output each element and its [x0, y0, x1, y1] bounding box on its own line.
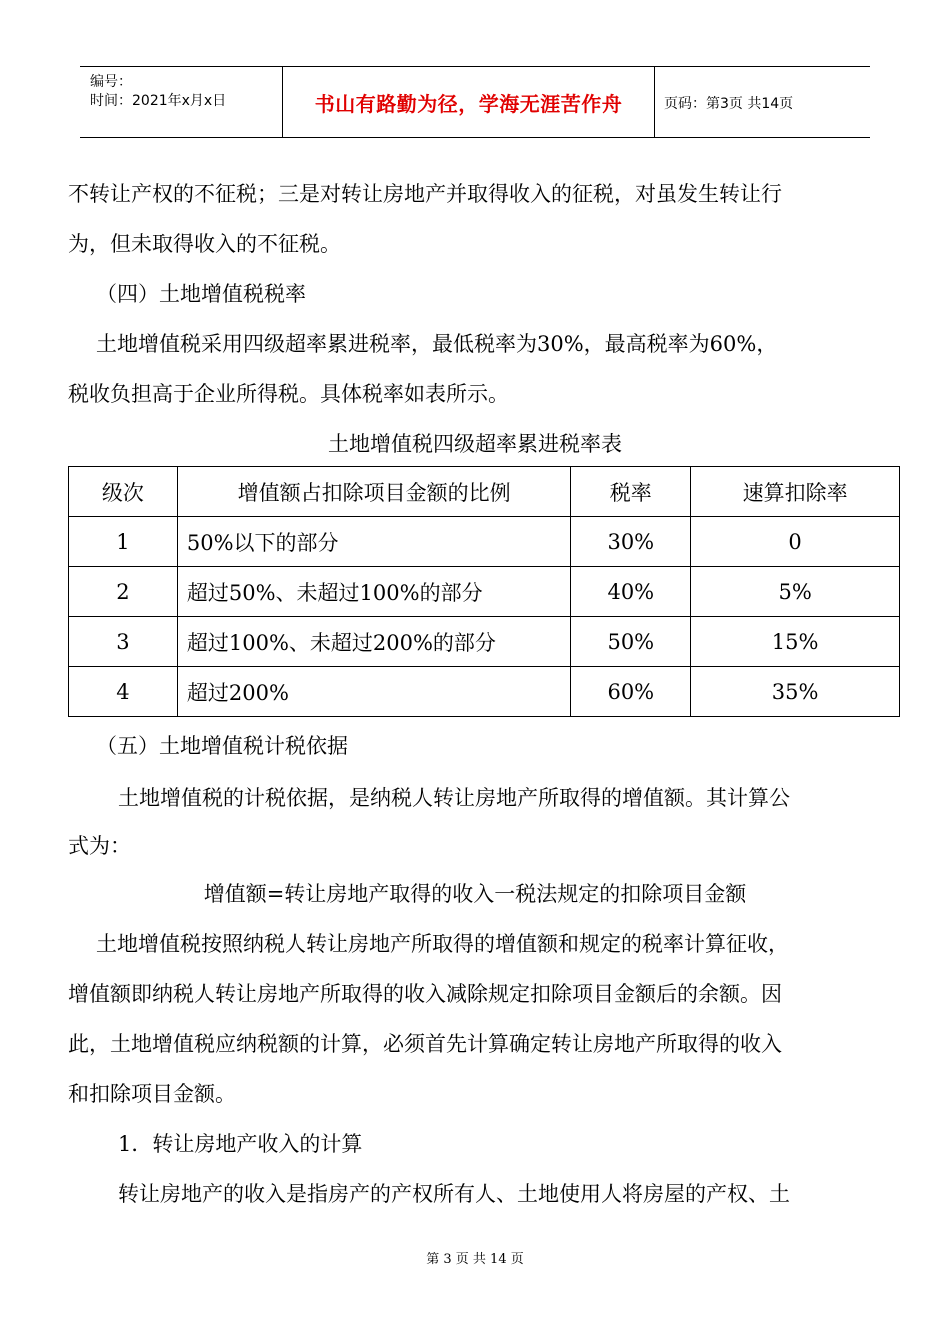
table-header-cell: 税率 [571, 467, 691, 517]
table-cell: 5% [691, 567, 900, 617]
table-row [69, 517, 900, 567]
item-heading: 1．转让房地产收入的计算 [118, 1132, 363, 1156]
paragraph-line: 为，但未取得收入的不征税。 [68, 232, 341, 256]
number-label: 编号： [90, 74, 132, 90]
table-cell: 3 [69, 617, 178, 667]
section-heading: （五）土地增值税计税依据 [96, 734, 348, 758]
header-divider [654, 67, 655, 137]
table-row [69, 617, 900, 667]
paragraph-line: 土地增值税的计税依据，是纳税人转让房地产所取得的增值额。其计算公 [118, 786, 790, 810]
time-label: 时间：2021年x月x日 [90, 93, 227, 109]
table-cell: 35% [691, 667, 900, 717]
table-cell: 40% [571, 567, 691, 617]
page-header [80, 66, 870, 138]
table-header-cell: 速算扣除率 [691, 467, 900, 517]
table-cell: 4 [69, 667, 178, 717]
table-cell: 超过100%、未超过200%的部分 [177, 617, 571, 667]
table-header-cell: 增值额占扣除项目金额的比例 [177, 467, 571, 517]
table-row [69, 667, 900, 717]
header-left-block [90, 73, 226, 111]
paragraph-line: 和扣除项目金额。 [68, 1082, 236, 1106]
table-cell: 超过50%、未超过100%的部分 [177, 567, 571, 617]
page-footer: 第 3 页 共 14 页 [426, 1252, 524, 1267]
paragraph-line: 税收负担高于企业所得税。具体税率如表所示。 [68, 382, 509, 406]
table-header-cell: 级次 [69, 467, 178, 517]
header-motto: 书山有路勤为径，学海无涯苦作舟 [314, 91, 623, 116]
table-cell: 1 [69, 517, 178, 567]
table-row [69, 567, 900, 617]
paragraph-line: 转让房地产的收入是指房产的产权所有人、土地使用人将房屋的产权、土 [118, 1182, 790, 1206]
paragraph-line: 式为： [68, 834, 131, 858]
paragraph-line: 此，土地增值税应纳税额的计算，必须首先计算确定转让房地产所取得的收入 [68, 1032, 782, 1056]
tax-rate-table [68, 466, 900, 717]
header-page-info: 页码：第3页 共14页 [664, 96, 794, 112]
table-cell: 30% [571, 517, 691, 567]
section-heading: （四）土地增值税税率 [96, 282, 306, 306]
paragraph-line: 不转让产权的不征税；三是对转让房地产并取得收入的征税，对虽发生转让行 [68, 182, 782, 206]
table-cell: 15% [691, 617, 900, 667]
formula: 增值额=转让房地产取得的收入一税法规定的扣除项目金额 [203, 882, 747, 906]
table-cell: 50% [571, 617, 691, 667]
table-cell: 60% [571, 667, 691, 717]
table-cell: 超过200% [177, 667, 571, 717]
paragraph-line: 增值额即纳税人转让房地产所取得的收入减除规定扣除项目金额后的余额。因 [68, 982, 782, 1006]
table-cell: 2 [69, 567, 178, 617]
table-title: 土地增值税四级超率累进税率表 [328, 432, 622, 456]
table-header-row [69, 467, 900, 517]
paragraph-line: 土地增值税采用四级超率累进税率，最低税率为30%，最高税率为60%， [96, 332, 778, 356]
table-cell: 50%以下的部分 [177, 517, 571, 567]
table-cell: 0 [691, 517, 900, 567]
paragraph-line: 土地增值税按照纳税人转让房地产所取得的增值额和规定的税率计算征收， [96, 932, 789, 956]
